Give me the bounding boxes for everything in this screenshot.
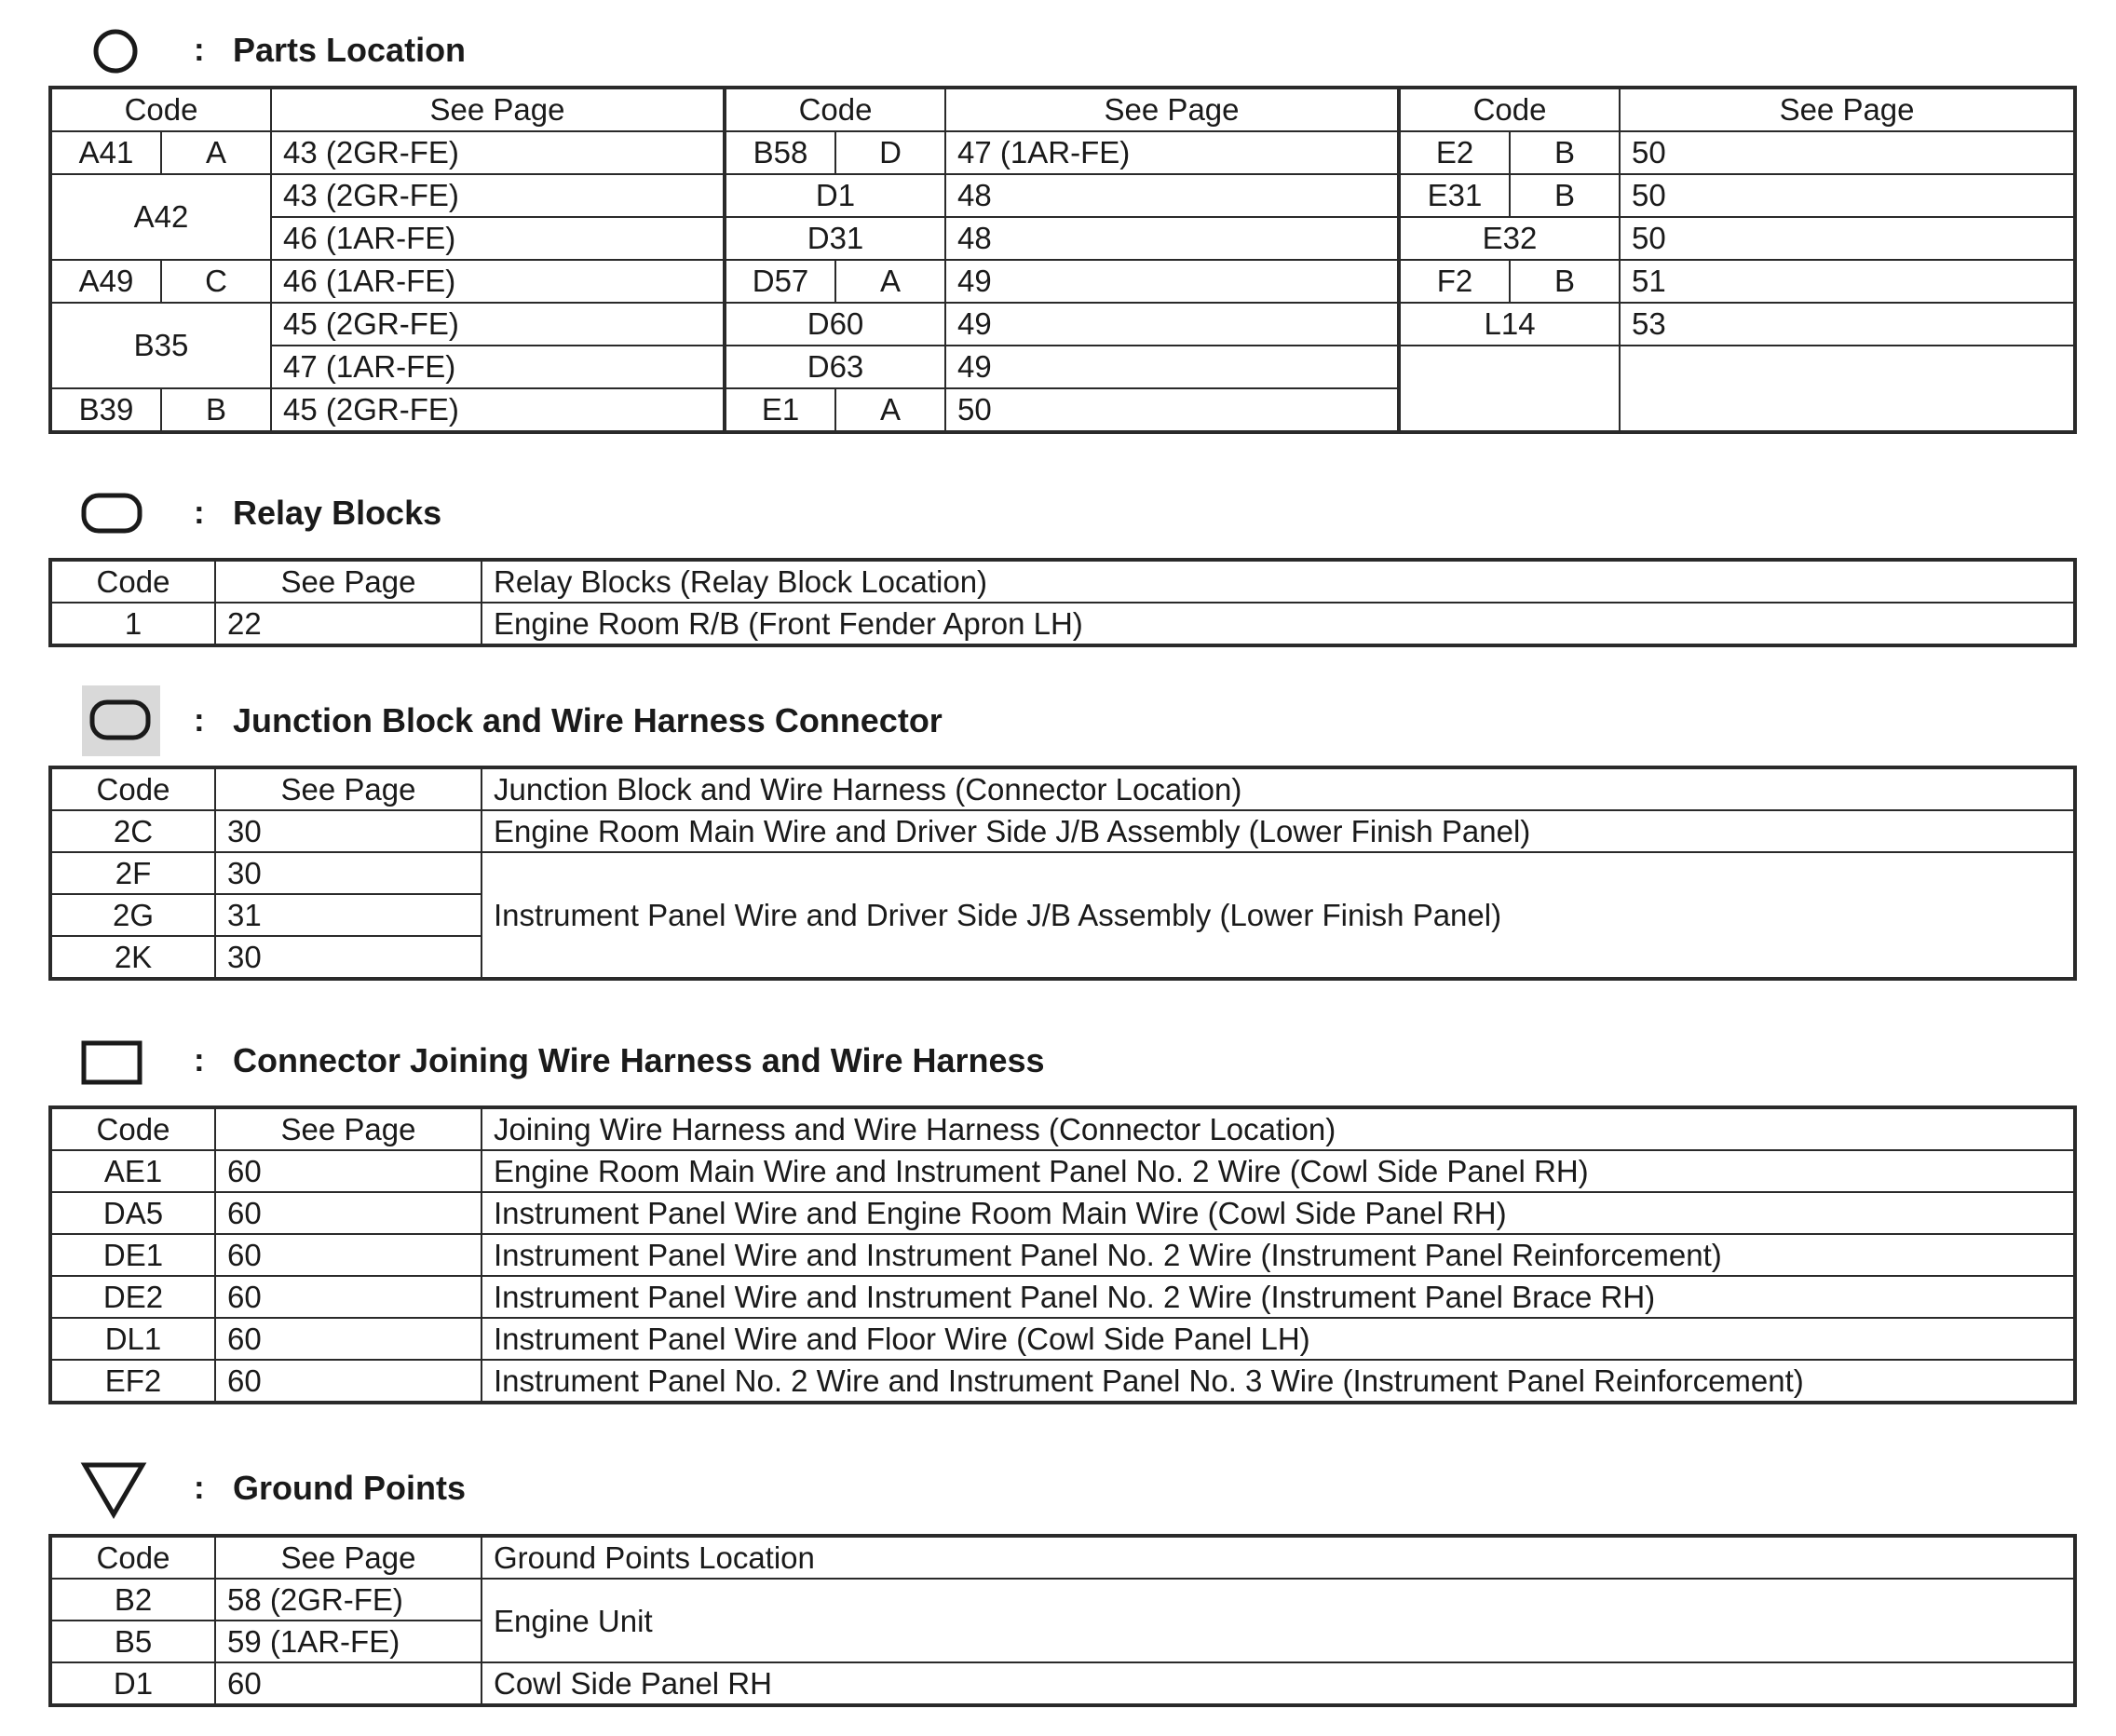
sub-code-cell: B <box>1510 260 1620 303</box>
code-header: Code <box>50 1107 215 1150</box>
page-cell: 30 <box>215 936 482 979</box>
col2-page-header: See Page <box>945 88 1399 131</box>
table-row <box>50 174 2075 217</box>
rounded-rect-symbol-icon <box>81 493 142 534</box>
description-cell: Cowl Side Panel RH <box>482 1662 2075 1705</box>
description-header: Junction Block and Wire Harness (Connector Location) <box>482 767 2075 810</box>
sub-code-cell: A <box>835 388 945 432</box>
sub-code-cell: B <box>161 388 271 432</box>
code-cell: E31 <box>1399 174 1510 217</box>
shaded-rounded-rect-symbol-icon <box>82 685 160 756</box>
page-cell: 48 <box>945 217 1399 260</box>
col3-page-header: See Page <box>1620 88 2075 131</box>
table-row <box>50 1234 2075 1276</box>
code-cell: 2C <box>50 810 215 852</box>
page-cell: 47 (1AR-FE) <box>945 131 1399 174</box>
sub-code-cell: C <box>161 260 271 303</box>
page-cell: 51 <box>1620 260 2075 303</box>
see-page-header: See Page <box>215 1107 482 1150</box>
table-row <box>50 1192 2075 1234</box>
page-cell: 49 <box>945 260 1399 303</box>
description-cell: Engine Room Main Wire and Instrument Panel No. 2 Wire (Cowl Side Panel RH) <box>482 1150 2075 1192</box>
col1-code-header: Code <box>50 88 271 131</box>
code-cell: EF2 <box>50 1360 215 1403</box>
ground-points-heading <box>0 1460 2116 1516</box>
table-row <box>50 1360 2075 1403</box>
code-cell: 1 <box>50 603 215 645</box>
col1-page-header: See Page <box>271 88 725 131</box>
connector-joining-colon: : <box>194 1042 205 1078</box>
triangle-symbol-icon <box>80 1460 147 1520</box>
code-cell: DA5 <box>50 1192 215 1234</box>
connector-joining-header-row <box>50 1107 2075 1150</box>
square-rect-symbol-icon <box>81 1040 142 1085</box>
parts-location-title: Parts Location <box>233 31 467 69</box>
code-cell: D60 <box>725 303 945 346</box>
connector-joining-title: Connector Joining Wire Harness and Wire Harness <box>233 1041 1045 1079</box>
code-cell: E1 <box>725 388 835 432</box>
code-cell: B39 <box>50 388 161 432</box>
page-cell: 60 <box>215 1234 482 1276</box>
description-cell: Instrument Panel Wire and Instrument Panel No. 2 Wire (Instrument Panel Brace RH) <box>482 1276 2075 1318</box>
see-page-header: See Page <box>215 767 482 810</box>
relay-blocks-heading <box>0 485 2116 541</box>
description-header: Joining Wire Harness and Wire Harness (Connector Location) <box>482 1107 2075 1150</box>
relay-blocks-colon: : <box>194 495 205 531</box>
relay-blocks-header-row <box>50 560 2075 603</box>
code-cell: L14 <box>1399 303 1620 346</box>
sub-code-cell: B <box>1510 131 1620 174</box>
table-row <box>50 852 2075 894</box>
code-cell: A42 <box>50 174 271 260</box>
ground-points-table <box>48 1534 2077 1707</box>
code-cell: A49 <box>50 260 161 303</box>
connector-joining-table <box>48 1105 2077 1404</box>
table-row <box>50 810 2075 852</box>
description-cell: Instrument Panel Wire and Instrument Panel No. 2 Wire (Instrument Panel Reinforcement) <box>482 1234 2075 1276</box>
col3-code-header: Code <box>1399 88 1620 131</box>
page-cell: 43 (2GR-FE) <box>271 174 725 217</box>
table-row <box>50 346 2075 388</box>
col2-code-header: Code <box>725 88 945 131</box>
connector-joining-heading <box>0 1033 2116 1089</box>
code-cell: DE2 <box>50 1276 215 1318</box>
code-cell: E32 <box>1399 217 1620 260</box>
code-cell: AE1 <box>50 1150 215 1192</box>
page-cell: 60 <box>215 1662 482 1705</box>
page-cell: 50 <box>1620 217 2075 260</box>
page-cell: 50 <box>1620 131 2075 174</box>
code-cell: D31 <box>725 217 945 260</box>
page-cell: 49 <box>945 346 1399 388</box>
parts-location-colon: : <box>194 32 205 68</box>
relay-blocks-title: Relay Blocks <box>233 494 442 532</box>
code-cell: D1 <box>725 174 945 217</box>
page-cell: 46 (1AR-FE) <box>271 260 725 303</box>
merged-description-cell: Instrument Panel Wire and Driver Side J/B Assembly (Lower Finish Panel) <box>482 852 2075 979</box>
code-cell: B58 <box>725 131 835 174</box>
sub-code-cell: A <box>161 131 271 174</box>
code-cell: DE1 <box>50 1234 215 1276</box>
sub-code-cell: B <box>1510 174 1620 217</box>
table-row <box>50 1150 2075 1192</box>
junction-block-title: Junction Block and Wire Harness Connector <box>233 701 943 739</box>
ground-points-colon: : <box>194 1470 205 1506</box>
description-cell: Instrument Panel Wire and Floor Wire (Cowl Side Panel LH) <box>482 1318 2075 1360</box>
code-cell: F2 <box>1399 260 1510 303</box>
code-header: Code <box>50 767 215 810</box>
code-header: Code <box>50 560 215 603</box>
code-cell: 2F <box>50 852 215 894</box>
page-cell: 60 <box>215 1192 482 1234</box>
code-cell: 2K <box>50 936 215 979</box>
code-cell: DL1 <box>50 1318 215 1360</box>
page-cell: 53 <box>1620 303 2075 346</box>
junction-block-heading <box>0 693 2116 749</box>
table-row <box>50 131 2075 174</box>
empty-cell <box>1399 346 1620 432</box>
page-cell: 45 (2GR-FE) <box>271 303 725 346</box>
parts-location-heading <box>0 22 2116 78</box>
page-cell: 43 (2GR-FE) <box>271 131 725 174</box>
page-cell: 58 (2GR-FE) <box>215 1579 482 1621</box>
page-cell: 60 <box>215 1150 482 1192</box>
code-cell: B35 <box>50 303 271 388</box>
description-header: Ground Points Location <box>482 1536 2075 1579</box>
code-cell: D1 <box>50 1662 215 1705</box>
description-cell: Engine Room R/B (Front Fender Apron LH) <box>482 603 2075 645</box>
empty-cell <box>1620 346 2075 432</box>
table-row <box>50 1662 2075 1705</box>
page-cell: 60 <box>215 1276 482 1318</box>
table-row <box>50 1276 2075 1318</box>
description-cell: Instrument Panel No. 2 Wire and Instrument Panel No. 3 Wire (Instrument Panel Reinforcement) <box>482 1360 2075 1403</box>
table-row <box>50 303 2075 346</box>
page-cell: 30 <box>215 852 482 894</box>
code-cell: B5 <box>50 1621 215 1662</box>
page-cell: 46 (1AR-FE) <box>271 217 725 260</box>
page-cell: 59 (1AR-FE) <box>215 1621 482 1662</box>
junction-block-table <box>48 766 2077 981</box>
code-cell: B2 <box>50 1579 215 1621</box>
description-cell: Instrument Panel Wire and Engine Room Main Wire (Cowl Side Panel RH) <box>482 1192 2075 1234</box>
code-cell: D57 <box>725 260 835 303</box>
page-cell: 49 <box>945 303 1399 346</box>
page-cell: 30 <box>215 810 482 852</box>
ground-points-title: Ground Points <box>233 1469 466 1507</box>
code-cell: E2 <box>1399 131 1510 174</box>
relay-blocks-table <box>48 558 2077 647</box>
junction-block-colon: : <box>194 702 205 739</box>
page-cell: 50 <box>1620 174 2075 217</box>
sub-code-cell: D <box>835 131 945 174</box>
page-cell: 47 (1AR-FE) <box>271 346 725 388</box>
table-row <box>50 260 2075 303</box>
page-cell: 48 <box>945 174 1399 217</box>
parts-location-header-row <box>50 88 2075 131</box>
page-cell: 45 (2GR-FE) <box>271 388 725 432</box>
page-cell: 22 <box>215 603 482 645</box>
code-cell: 2G <box>50 894 215 936</box>
junction-block-header-row <box>50 767 2075 810</box>
description-header: Relay Blocks (Relay Block Location) <box>482 560 2075 603</box>
page-cell: 31 <box>215 894 482 936</box>
see-page-header: See Page <box>215 560 482 603</box>
table-row <box>50 603 2075 645</box>
code-header: Code <box>50 1536 215 1579</box>
table-row <box>50 1579 2075 1621</box>
ground-points-header-row <box>50 1536 2075 1579</box>
description-cell: Engine Room Main Wire and Driver Side J/B Assembly (Lower Finish Panel) <box>482 810 2075 852</box>
parts-location-table <box>48 86 2077 434</box>
code-cell: A41 <box>50 131 161 174</box>
page-cell: 60 <box>215 1360 482 1403</box>
see-page-header: See Page <box>215 1536 482 1579</box>
merged-description-cell: Engine Unit <box>482 1579 2075 1662</box>
table-row <box>50 217 2075 260</box>
page-cell: 60 <box>215 1318 482 1360</box>
sub-code-cell: A <box>835 260 945 303</box>
code-cell: D63 <box>725 346 945 388</box>
circle-symbol-icon <box>91 27 140 75</box>
table-row <box>50 1318 2075 1360</box>
page-cell: 50 <box>945 388 1399 432</box>
